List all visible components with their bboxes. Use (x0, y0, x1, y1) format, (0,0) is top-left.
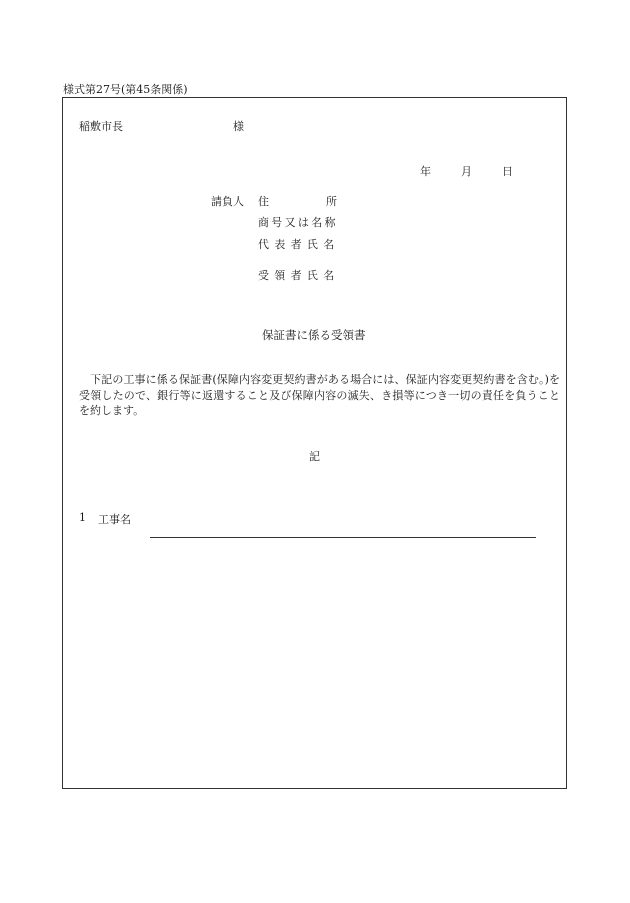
addressee: 稲敷市長 (79, 120, 123, 133)
year-label: 年 (420, 165, 431, 178)
address-label-start: 住 (258, 195, 269, 208)
day-label: 日 (502, 165, 513, 178)
recipient-label: 受領者氏名 (258, 269, 340, 282)
trade-name-label: 商号又は名称 (258, 216, 338, 229)
form-number: 様式第27号(第45条関係) (63, 83, 188, 96)
representative-label: 代表者氏名 (258, 238, 340, 251)
document-frame (62, 97, 567, 789)
item-number: 1 (79, 511, 86, 524)
body-text: 下記の工事に係る保証書(保障内容変更契約書がある場合には、保証内容変更契約書を含む。)を受領したので、銀行等に返還すること及び保障内容の滅失、き損等につき一切の責任を負うことを約します。 (79, 373, 560, 417)
construction-name-label: 工事名 (98, 513, 131, 526)
address-label-end: 所 (326, 195, 337, 208)
honorific: 様 (233, 120, 244, 133)
ki-heading: 記 (309, 450, 320, 463)
contractor-label: 請負人 (211, 195, 244, 208)
construction-name-line (150, 537, 536, 538)
date-row (420, 163, 513, 179)
month-label: 月 (461, 165, 472, 178)
body-paragraph (79, 372, 560, 419)
document-title: 保証書に係る受領書 (262, 328, 366, 342)
